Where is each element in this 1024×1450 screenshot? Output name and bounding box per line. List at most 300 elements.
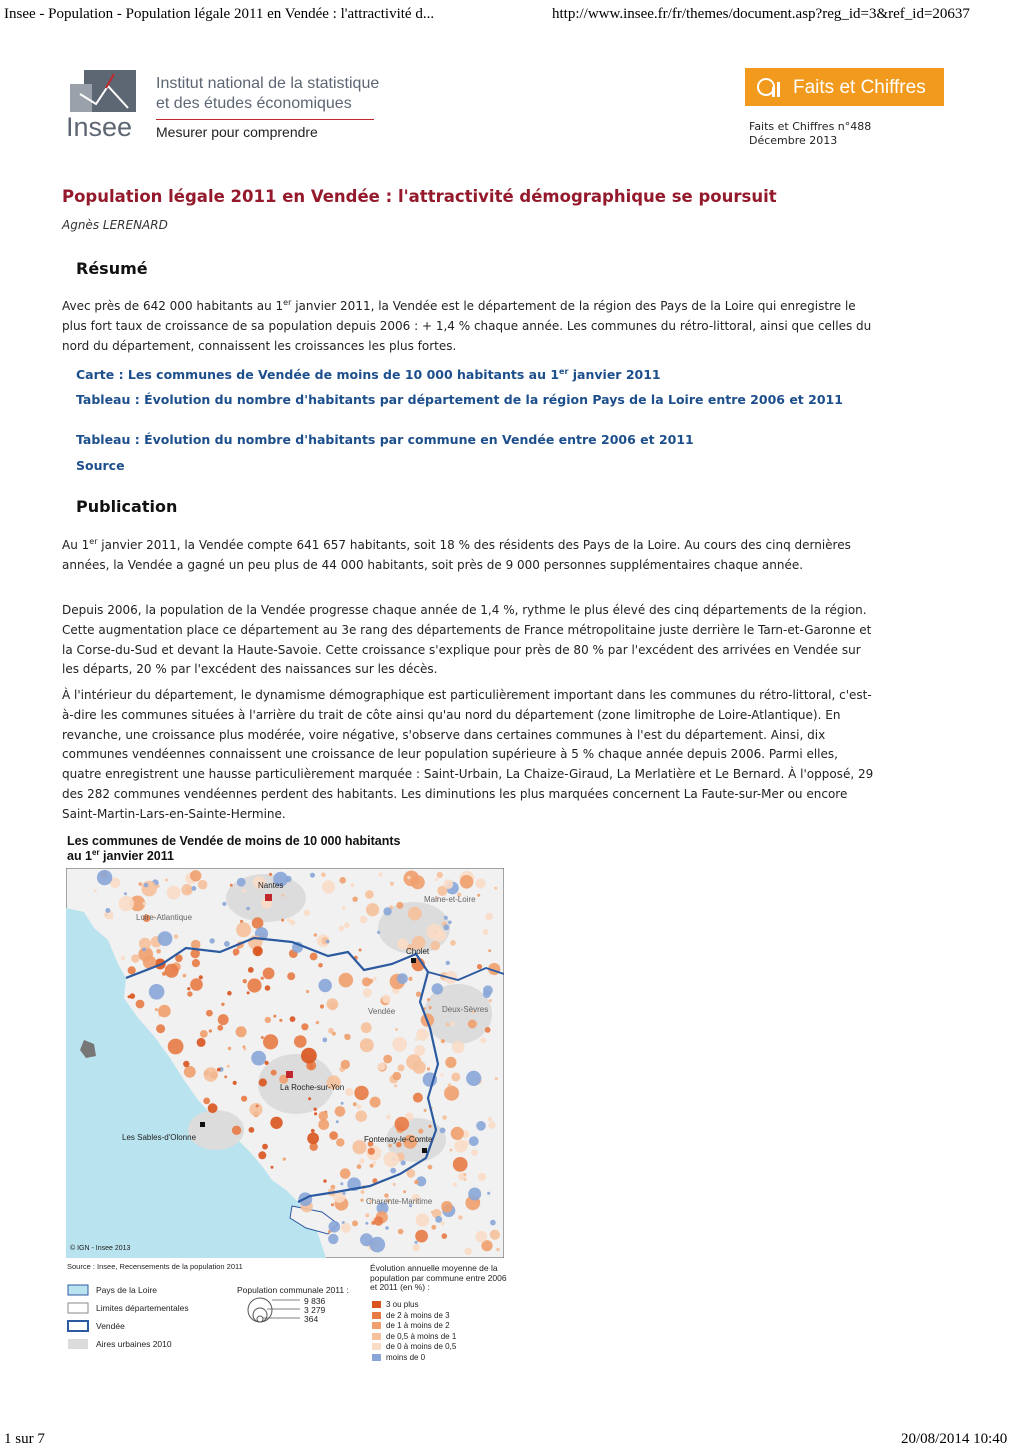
commune-dot bbox=[435, 1216, 442, 1223]
commune-dot bbox=[463, 1173, 466, 1176]
commune-dot bbox=[131, 954, 139, 962]
legend-evolution-swatch bbox=[372, 1322, 381, 1329]
commune-dot bbox=[340, 1182, 343, 1185]
commune-dot bbox=[208, 1103, 218, 1113]
publication-heading: Publication bbox=[76, 497, 178, 516]
commune-dot bbox=[361, 1190, 365, 1194]
publication-paragraph-1: Au 1er janvier 2011, la Vendée compte 641 657 habitants, soit 18 % des résidents des Pays de la Loire. Au cours des cinq dernières années, la Vendée a gagné un peu plus de 44 000 habitants, soit près de 9 000 personnes supplémentaires chaque année. bbox=[62, 537, 851, 572]
link-tableau-departements[interactable]: Tableau : Évolution du nombre d'habitants par département de la région Pays de la Loire entre 2006 et 2011 bbox=[76, 392, 843, 407]
map-copyright: © IGN - Insee 2013 bbox=[70, 1245, 131, 1252]
commune-dot bbox=[385, 1226, 389, 1230]
commune-dot bbox=[259, 1078, 267, 1086]
commune-dot bbox=[308, 1097, 311, 1100]
commune-dot bbox=[365, 1213, 369, 1217]
commune-dot bbox=[311, 1129, 315, 1133]
commune-dot bbox=[469, 1136, 479, 1146]
map-label-deux-sevres: Deux-Sèvres bbox=[442, 1005, 489, 1014]
map-source: Source : Insee, Recensements de la population 2011 bbox=[67, 1262, 243, 1271]
commune-dot bbox=[307, 1133, 319, 1145]
commune-dot bbox=[471, 1149, 478, 1156]
print-footer-page: 1 sur 7 bbox=[4, 1431, 45, 1447]
commune-dot bbox=[237, 878, 246, 887]
commune-dot bbox=[136, 1000, 145, 1009]
commune-dot bbox=[328, 1234, 338, 1244]
commune-dot bbox=[378, 1063, 386, 1071]
commune-dot bbox=[227, 991, 232, 996]
commune-dot bbox=[361, 1022, 372, 1033]
commune-dot bbox=[416, 992, 421, 997]
commune-dot bbox=[158, 1005, 171, 1018]
commune-dot bbox=[289, 920, 295, 926]
map-city-marker bbox=[422, 1148, 427, 1153]
legend-evolution-row bbox=[372, 1311, 450, 1320]
commune-dot bbox=[158, 931, 173, 946]
commune-dot bbox=[383, 1152, 399, 1168]
map-prefecture-marker bbox=[286, 1071, 293, 1078]
publication-paragraph-2: Depuis 2006, la population de la Vendée progresse chaque année de 1,4 %, rythme le plus élevé des cinq départements de la région. Cette augmentation place ce département au 3e rang des départements de France métropolitaine juste derrière le Tarn-et-Garonne et la Corse-du-Sud et devant la Haute-Savoie. Cette croissance s'explique pour près de 80 % par l'excédent des arrivées en Vendée sur les départs, 20 % par l'excédent des naissances sur les décès. bbox=[62, 603, 872, 677]
commune-dot bbox=[165, 879, 168, 882]
legend-evolution-row bbox=[372, 1332, 456, 1341]
map-city-marker bbox=[200, 1122, 205, 1127]
commune-dot bbox=[490, 1230, 500, 1240]
legend-evolution-label: de 1 à moins de 2 bbox=[386, 1321, 450, 1330]
commune-dot bbox=[360, 916, 368, 924]
commune-dot bbox=[394, 1084, 397, 1087]
commune-dot bbox=[139, 882, 143, 886]
commune-dot bbox=[383, 1055, 392, 1064]
commune-dot bbox=[290, 1016, 296, 1022]
commune-dot bbox=[427, 998, 430, 1001]
commune-dot bbox=[442, 1233, 448, 1239]
commune-dot bbox=[314, 1108, 317, 1111]
commune-dot bbox=[228, 1047, 232, 1051]
commune-dot bbox=[448, 921, 452, 925]
commune-dot bbox=[174, 934, 178, 938]
commune-dot bbox=[441, 1201, 452, 1212]
print-header-title: Insee - Population - Population légale 2011 en Vendée : l'attractivité d... bbox=[4, 6, 435, 22]
commune-dot bbox=[327, 998, 339, 1010]
commune-dot bbox=[408, 977, 412, 981]
commune-dot bbox=[261, 1036, 264, 1039]
commune-dot bbox=[314, 933, 317, 936]
legend-label-aires-urbaines: Aires urbaines 2010 bbox=[96, 1339, 172, 1349]
commune-dot bbox=[301, 1048, 317, 1064]
commune-dot bbox=[450, 1149, 453, 1152]
commune-dot bbox=[336, 1138, 344, 1146]
commune-dot bbox=[490, 1220, 496, 1226]
commune-dot bbox=[206, 1010, 213, 1017]
commune-dot bbox=[331, 1203, 334, 1206]
commune-dot bbox=[352, 1220, 358, 1226]
commune-dot bbox=[209, 1029, 212, 1032]
commune-dot bbox=[218, 1014, 229, 1025]
commune-dot bbox=[342, 907, 346, 911]
commune-dot bbox=[441, 1039, 445, 1043]
legend-evolution-label: de 2 à moins de 3 bbox=[386, 1310, 450, 1320]
commune-dot bbox=[393, 1072, 402, 1081]
commune-dot bbox=[128, 966, 136, 974]
commune-dot bbox=[372, 977, 376, 981]
commune-dot bbox=[350, 883, 354, 887]
commune-dot bbox=[377, 931, 380, 934]
commune-dot bbox=[389, 1144, 392, 1147]
commune-dot bbox=[431, 1225, 436, 1230]
commune-dot bbox=[446, 1023, 450, 1027]
commune-dot bbox=[357, 1164, 362, 1169]
commune-dot bbox=[429, 1006, 432, 1009]
commune-dot bbox=[263, 1034, 278, 1049]
commune-dot bbox=[258, 1151, 266, 1159]
commune-dot bbox=[281, 919, 284, 922]
commune-dot bbox=[450, 940, 456, 946]
commune-dot bbox=[344, 1034, 347, 1037]
commune-dot bbox=[319, 979, 332, 992]
commune-dot bbox=[167, 886, 181, 900]
legend-swatch-pays-de-la-loire bbox=[68, 1285, 88, 1295]
commune-dot bbox=[230, 884, 233, 887]
commune-dot bbox=[236, 1026, 247, 1037]
commune-dot bbox=[249, 1127, 255, 1133]
commune-dot bbox=[414, 1045, 425, 1056]
commune-dot bbox=[209, 938, 214, 943]
legend-evolution-label: moins de 0 bbox=[386, 1352, 426, 1362]
legend-label-limites: Limites départementales bbox=[96, 1303, 189, 1313]
map-label-nantes: Nantes bbox=[258, 881, 284, 890]
map-label-loire-atlantique: Loire-Atlantique bbox=[136, 913, 193, 922]
legend-population-value: 364 bbox=[304, 1314, 319, 1324]
legend-swatch-vendee bbox=[68, 1321, 88, 1331]
commune-dot bbox=[413, 1093, 423, 1103]
commune-dot bbox=[227, 1065, 230, 1068]
commune-dot bbox=[322, 880, 335, 893]
commune-dot bbox=[365, 890, 374, 899]
commune-dot bbox=[371, 1221, 375, 1225]
commune-dot bbox=[183, 974, 187, 978]
commune-dot bbox=[378, 872, 382, 876]
commune-dot bbox=[241, 1096, 247, 1102]
commune-dot bbox=[283, 1158, 286, 1161]
commune-dot bbox=[354, 1086, 368, 1100]
commune-dot bbox=[448, 1084, 451, 1087]
commune-dot bbox=[247, 978, 261, 992]
commune-dot bbox=[323, 1179, 326, 1182]
commune-dot bbox=[142, 948, 146, 952]
commune-dot bbox=[339, 926, 344, 931]
map-label-charente-maritime: Charente-Maritime bbox=[366, 1197, 433, 1206]
commune-dot bbox=[365, 1222, 368, 1225]
legend-evolution-swatch bbox=[372, 1301, 381, 1308]
commune-dot bbox=[443, 879, 453, 889]
commune-dot bbox=[301, 1023, 308, 1030]
commune-dot bbox=[221, 1003, 224, 1006]
commune-dot bbox=[156, 949, 161, 954]
commune-dot bbox=[156, 885, 159, 888]
commune-dot bbox=[251, 1051, 266, 1066]
commune-dot bbox=[360, 1199, 363, 1202]
commune-dot bbox=[418, 1129, 423, 1134]
commune-dot bbox=[413, 1061, 426, 1074]
commune-dot bbox=[273, 1015, 276, 1018]
commune-dot bbox=[310, 873, 315, 878]
institute-divider bbox=[156, 119, 374, 120]
commune-dot bbox=[328, 1028, 334, 1034]
commune-dot bbox=[271, 1166, 274, 1169]
commune-dot bbox=[342, 1192, 345, 1195]
commune-dot bbox=[253, 946, 263, 956]
map-label-fontenay: Fontenay-le-Comte bbox=[364, 1135, 433, 1144]
link-carte[interactable]: Carte : Les communes de Vendée de moins de 10 000 habitants au 1er janvier 2011 bbox=[76, 366, 661, 382]
commune-dot bbox=[198, 880, 208, 890]
commune-dot bbox=[190, 978, 203, 991]
commune-dot bbox=[190, 870, 201, 881]
link-source[interactable]: Source bbox=[76, 458, 125, 473]
commune-dot bbox=[304, 910, 310, 916]
legend-evolution-row bbox=[372, 1321, 450, 1330]
institute-motto: Mesurer pour comprendre bbox=[156, 124, 318, 140]
commune-dot bbox=[445, 1057, 456, 1068]
commune-dot bbox=[236, 922, 251, 937]
commune-dot bbox=[320, 1004, 324, 1008]
commune-dot bbox=[341, 1102, 344, 1105]
chart-icon bbox=[757, 75, 783, 99]
commune-dot bbox=[468, 1188, 481, 1201]
commune-dot bbox=[444, 916, 448, 920]
commune-dot bbox=[183, 1061, 189, 1067]
commune-dot bbox=[357, 1104, 362, 1109]
legend-population-circles bbox=[246, 1296, 302, 1324]
commune-dot bbox=[217, 1068, 221, 1072]
commune-dot bbox=[329, 1131, 338, 1140]
commune-dot bbox=[282, 894, 285, 897]
commune-dot bbox=[124, 892, 127, 895]
commune-dot bbox=[458, 1215, 462, 1219]
publication-date: Décembre 2013 bbox=[749, 134, 838, 147]
commune-dot bbox=[477, 964, 482, 969]
commune-dot bbox=[187, 991, 192, 996]
commune-dot bbox=[452, 1041, 464, 1053]
commune-dot bbox=[192, 886, 197, 891]
commune-dot bbox=[411, 875, 425, 889]
legend-evolution-label: 3 ou plus bbox=[386, 1300, 419, 1309]
legend-population-title: Population communale 2011 : bbox=[237, 1285, 349, 1295]
commune-dot bbox=[224, 1075, 227, 1078]
commune-dot bbox=[233, 1081, 237, 1085]
commune-dot bbox=[242, 889, 246, 893]
commune-dot bbox=[168, 1039, 184, 1055]
map-label-la-roche-sur-yon: La Roche-sur-Yon bbox=[280, 1083, 345, 1092]
institute-name-line2: et des études économiques bbox=[156, 95, 352, 112]
commune-dot bbox=[263, 968, 275, 980]
commune-dot bbox=[415, 1230, 428, 1243]
commune-dot bbox=[339, 877, 346, 884]
commune-dot bbox=[329, 1221, 341, 1233]
legend-evolution-row bbox=[372, 1342, 456, 1351]
commune-dot bbox=[485, 913, 493, 921]
commune-dot bbox=[481, 1038, 487, 1044]
commune-dot bbox=[256, 1105, 259, 1108]
commune-dot bbox=[199, 975, 203, 979]
commune-dot bbox=[403, 1190, 406, 1193]
commune-dot bbox=[426, 924, 442, 940]
legend-evolution-swatch bbox=[372, 1354, 381, 1361]
legend-swatch-limites bbox=[68, 1303, 88, 1313]
commune-dot bbox=[432, 983, 443, 994]
commune-dot bbox=[204, 1067, 218, 1081]
commune-dot bbox=[415, 1038, 418, 1041]
commune-dot bbox=[446, 961, 450, 965]
commune-dot bbox=[443, 924, 449, 930]
commune-dot bbox=[453, 1183, 457, 1187]
commune-dot bbox=[398, 1229, 404, 1235]
commune-dot bbox=[155, 1008, 158, 1011]
commune-dot bbox=[407, 876, 410, 879]
commune-dot bbox=[413, 1244, 420, 1251]
map-legend-swatches bbox=[67, 1282, 91, 1358]
commune-dot bbox=[392, 1037, 407, 1052]
commune-dot bbox=[485, 1027, 491, 1033]
commune-dot bbox=[398, 1064, 405, 1071]
commune-dot bbox=[341, 1223, 351, 1233]
commune-dot bbox=[415, 1241, 418, 1244]
link-tableau-communes[interactable]: Tableau : Évolution du nombre d'habitants par commune en Vendée entre 2006 et 2011 bbox=[76, 432, 694, 447]
commune-dot bbox=[165, 964, 179, 978]
insee-logo-word: Insee bbox=[66, 112, 133, 142]
commune-dot bbox=[141, 881, 157, 897]
commune-dot bbox=[269, 873, 272, 876]
legend-evolution-swatch bbox=[372, 1333, 381, 1340]
commune-dot bbox=[386, 1115, 391, 1120]
commune-dot bbox=[495, 1077, 498, 1080]
commune-dot bbox=[462, 1140, 469, 1147]
badge-label: Faits et Chiffres bbox=[793, 77, 926, 98]
commune-dot bbox=[143, 902, 147, 906]
commune-dot bbox=[97, 870, 112, 885]
commune-dot bbox=[249, 1103, 262, 1116]
commune-dot bbox=[119, 896, 134, 911]
commune-dot bbox=[319, 1111, 328, 1120]
commune-dot bbox=[217, 1025, 223, 1031]
commune-dot bbox=[336, 1120, 339, 1123]
commune-dot bbox=[287, 972, 295, 980]
commune-dot bbox=[326, 940, 330, 944]
legend-evolution-swatch bbox=[372, 1343, 381, 1350]
commune-dot bbox=[427, 1067, 430, 1070]
commune-dot bbox=[477, 894, 480, 897]
commune-dot bbox=[340, 1168, 351, 1179]
commune-dot bbox=[489, 999, 492, 1002]
commune-dot bbox=[128, 995, 131, 998]
map-prefecture-marker bbox=[265, 894, 272, 901]
commune-dot bbox=[368, 1148, 375, 1155]
map-label-vendee: Vendée bbox=[368, 1007, 396, 1016]
commune-dot bbox=[121, 956, 125, 960]
legend-evolution-row bbox=[372, 1300, 418, 1309]
resume-heading: Résumé bbox=[76, 259, 148, 278]
commune-dot bbox=[370, 1237, 386, 1253]
commune-dot bbox=[465, 1248, 473, 1256]
commune-dot bbox=[397, 973, 408, 984]
commune-dot bbox=[144, 883, 149, 888]
legend-circle-small bbox=[257, 1316, 263, 1322]
commune-dot bbox=[468, 1020, 477, 1029]
commune-dot bbox=[316, 1021, 319, 1024]
commune-dot bbox=[431, 1211, 434, 1214]
commune-dot bbox=[460, 875, 474, 889]
commune-dot bbox=[243, 1048, 246, 1051]
commune-dot bbox=[232, 1126, 241, 1135]
commune-dot bbox=[318, 1119, 329, 1130]
commune-dot bbox=[475, 1231, 487, 1243]
commune-dot bbox=[246, 907, 250, 911]
commune-dot bbox=[306, 990, 309, 993]
commune-dot bbox=[366, 903, 379, 916]
commune-dot bbox=[271, 1070, 277, 1076]
commune-dot bbox=[197, 1038, 206, 1047]
map-city-marker bbox=[411, 958, 416, 963]
commune-dot bbox=[440, 1073, 443, 1076]
commune-dot bbox=[352, 897, 357, 902]
commune-dot bbox=[441, 1221, 445, 1225]
commune-dot bbox=[318, 963, 323, 968]
commune-dot bbox=[345, 1088, 353, 1096]
commune-dot bbox=[429, 1125, 432, 1128]
legend-evolution-label: de 0,5 à moins de 1 bbox=[386, 1331, 457, 1341]
commune-dot bbox=[396, 902, 403, 909]
commune-dot bbox=[420, 1031, 424, 1035]
commune-dot bbox=[162, 972, 166, 976]
commune-dot bbox=[374, 1216, 383, 1225]
commune-dot bbox=[184, 1066, 196, 1078]
commune-dot bbox=[248, 967, 254, 973]
publication-paragraph-3: À l'intérieur du département, le dynamisme démographique est particulièrement important dans les communes du rétro-littoral, c'est-à-dire les communes situées à l'arrière du trait de côte ainsi qu'au nord du département (zone limitrophe de Loire-Atlantique). En revanche, une croissance plus modérée, voire négative, s'observe dans certaines communes à l'est du département. Ainsi, dix communes vendéennes connaissent une croissance de leur population supérieure à 5 % chaque année depuis 2006. Parmi elles, quatre enregistrent une hausse particulièrement marquée : Saint-Urbain, La Chaize-Giraud, La Merlatière et Le Bernard. À l'opposé, 29 des 282 communes vendéennes perdent des habitants. Les diminutions les plus marquées concernent La Faute-sur-Mer ou encore Saint-Martin-Lars-en-Sainte-Hermine. bbox=[62, 688, 874, 821]
map-label-maine-et-loire: Maine-et-Loire bbox=[424, 895, 476, 904]
commune-dot bbox=[353, 1102, 357, 1106]
commune-dot bbox=[243, 979, 247, 983]
commune-dot bbox=[187, 987, 190, 990]
commune-dot bbox=[478, 1173, 486, 1181]
commune-dot bbox=[424, 1109, 427, 1112]
commune-dot bbox=[390, 1168, 396, 1174]
commune-dot bbox=[483, 990, 491, 998]
commune-dot bbox=[265, 1017, 271, 1023]
commune-dot bbox=[476, 1121, 486, 1131]
commune-dot bbox=[359, 1159, 364, 1164]
commune-dot bbox=[408, 907, 422, 921]
commune-dot bbox=[453, 1157, 468, 1172]
commune-dot bbox=[185, 887, 191, 893]
commune-dot bbox=[310, 953, 318, 961]
legend-evolution-swatch bbox=[372, 1312, 381, 1319]
commune-dot bbox=[321, 872, 326, 877]
commune-dot bbox=[475, 878, 485, 888]
legend-evolution-title: Évolution annuelle moyenne de la population par commune entre 2006 et 2011 (en %) : bbox=[370, 1263, 507, 1292]
commune-dot bbox=[339, 973, 354, 988]
commune-dot bbox=[203, 1098, 210, 1105]
commune-dot bbox=[270, 1117, 282, 1129]
commune-dot bbox=[265, 985, 271, 991]
article-title: Population légale 2011 en Vendée : l'attractivité démographique se poursuit bbox=[62, 187, 777, 206]
commune-dot bbox=[149, 984, 165, 1000]
legend-evolution-row bbox=[372, 1353, 425, 1362]
commune-dot bbox=[435, 878, 438, 881]
commune-dot bbox=[487, 1192, 490, 1195]
legend-swatch-aires-urbaines bbox=[68, 1339, 88, 1349]
commune-dot bbox=[262, 1144, 268, 1150]
commune-dot bbox=[437, 872, 443, 878]
legend-evolution-label: de 0 à moins de 0,5 bbox=[386, 1342, 457, 1351]
commune-dot bbox=[360, 1038, 374, 1052]
commune-dot bbox=[224, 941, 230, 947]
